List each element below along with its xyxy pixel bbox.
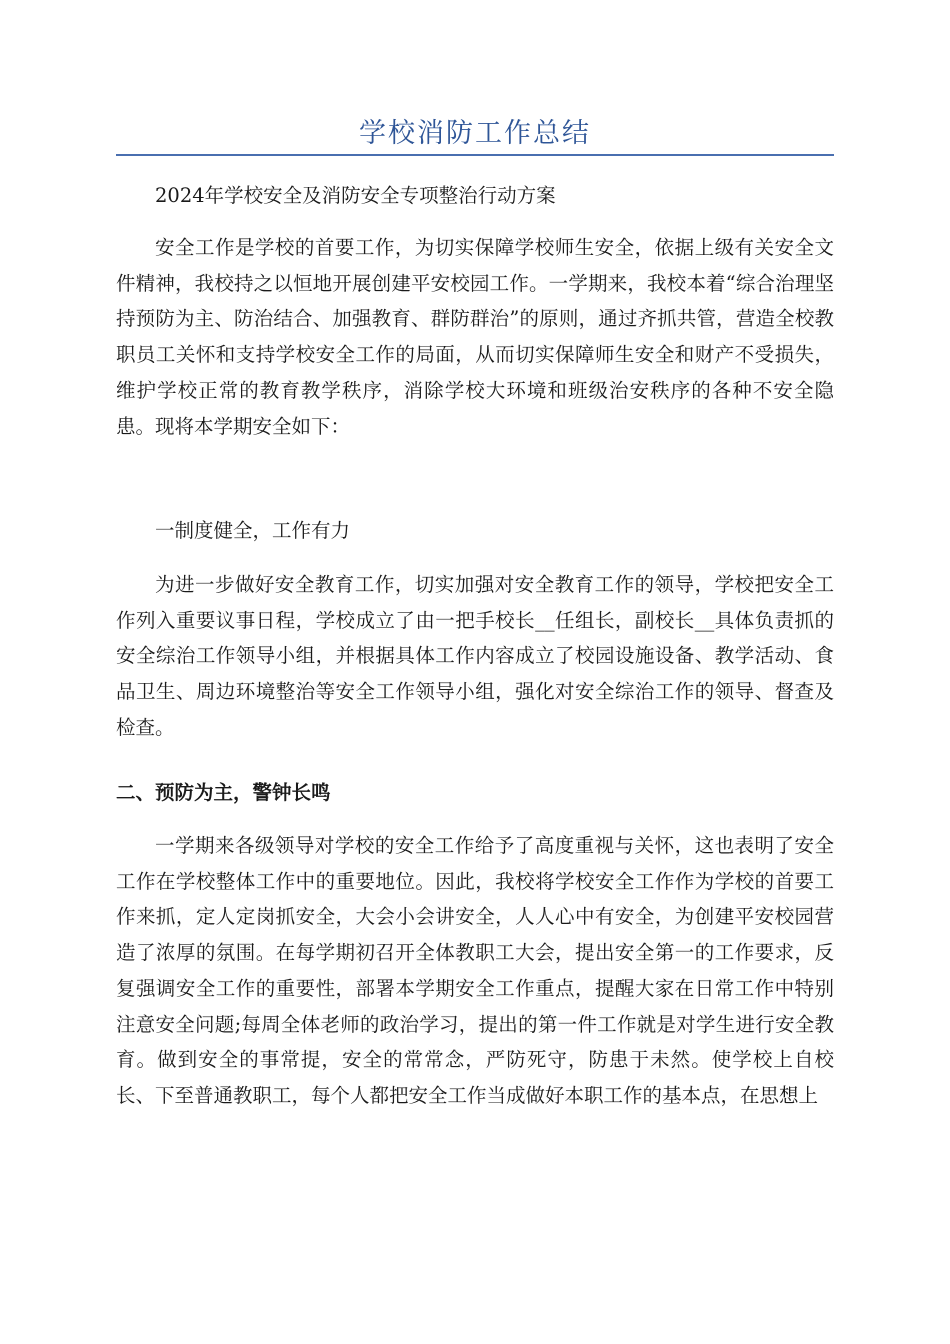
title-underline [116, 154, 834, 156]
section-heading-2: 二、预防为主，警钟长鸣 [116, 781, 331, 804]
subtitle-paragraph: 2024年学校安全及消防安全专项整治行动方案 [155, 184, 556, 207]
document-title: 学校消防工作总结 [359, 118, 591, 149]
body-paragraph-1: 为进一步做好安全教育工作，切实加强对安全教育工作的领导，学校把安全工作列入重要议事日程，学校成立了由一把手校长__任组长，副校长__具体负责抓的安全综治工作领导小组，并根据具体工作内容成立了校园设施设备、教学活动、食品卫生、周边环境整治等安全工作领导小组，强化对安全综治工作的领导、督查及检查。 [116, 573, 834, 739]
section-heading-1: 一制度健全，工作有力 [155, 519, 351, 542]
intro-paragraph: 安全工作是学校的首要工作，为切实保障学校师生安全，依据上级有关安全文件精神，我校持之以恒地开展创建平安校园工作。一学期来，我校本着“综合治理坚持预防为主、防治结合、加强教育、群防群治”的原则，通过齐抓共管，营造全校教职员工关怀和支持学校安全工作的局面，从而切实保障师生安全和财产不受损失，维护学校正常的教育教学秩序，消除学校大环境和班级治安秩序的各种不安全隐患。现将本学期安全如下： [116, 236, 834, 438]
body-paragraph-2: 一学期来各级领导对学校的安全工作给予了高度重视与关怀，这也表明了安全工作在学校整体工作中的重要地位。因此，我校将学校安全工作作为学校的首要工作来抓，定人定岗抓安全，大会小会讲安全，人人心中有安全，为创建平安校园营造了浓厚的氛围。在每学期初召开全体教职工大会，提出安全第一的工作要求，反复强调安全工作的重要性，部署本学期安全工作重点，提醒大家在日常工作中特别注意安全问题;每周全体老师的政治学习，提出的第一件工作就是对学生进行安全教育。做到安全的事常提，安全的常常念，严防死守，防患于未然。使学校上自校长、下至普通教职工，每个人都把安全工作当成做好本职工作的基本点，在思想上 [116, 834, 834, 1107]
